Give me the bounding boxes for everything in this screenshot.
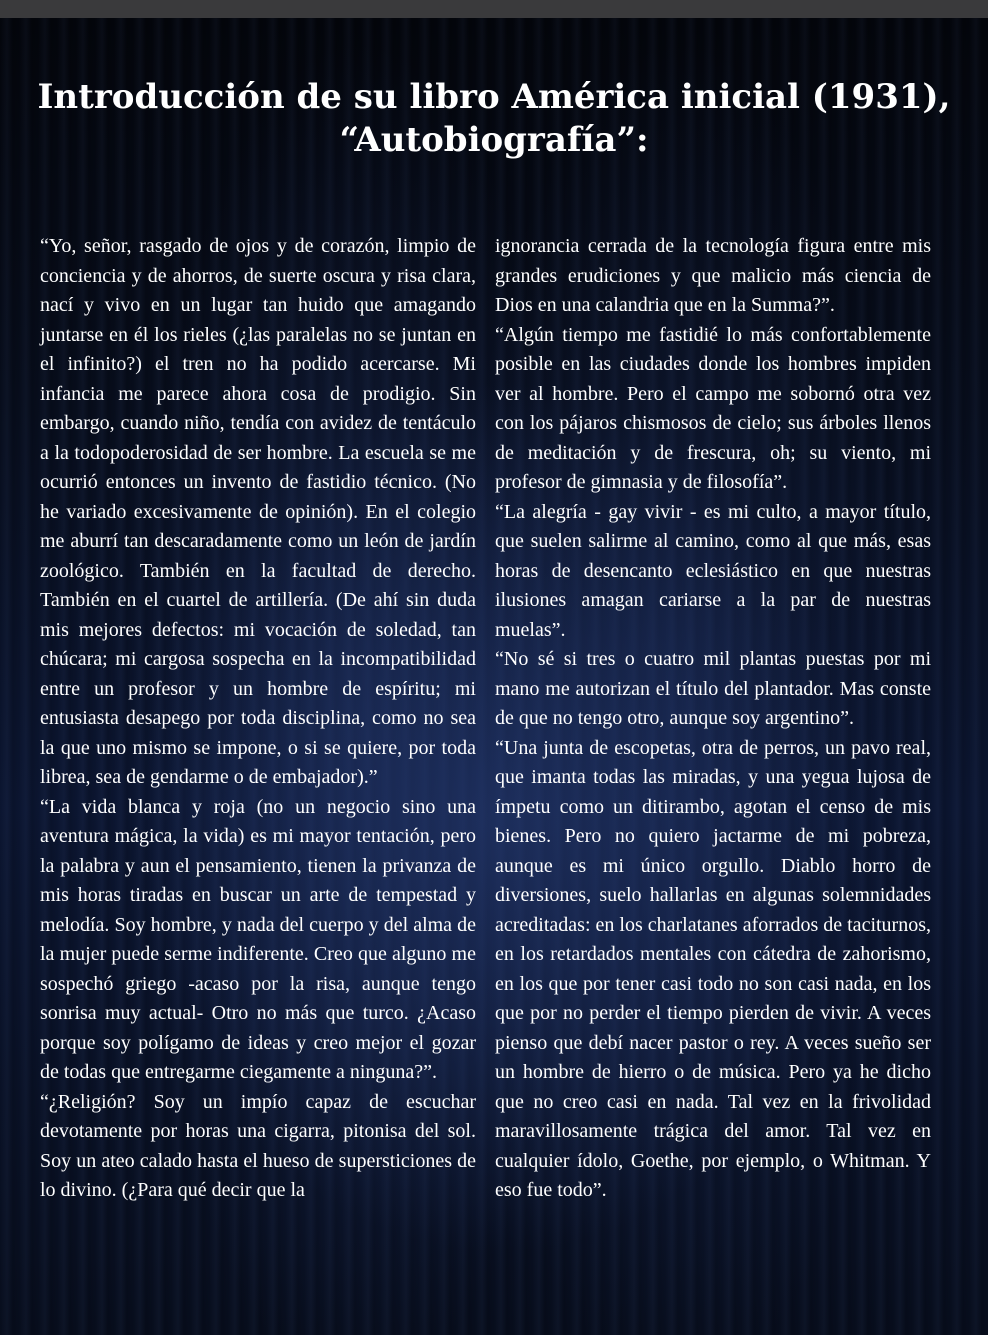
text-column-left	[40, 232, 476, 1206]
paragraph: “La alegría - gay vivir - es mi culto, a mayor título, que suelen salirme al camino, como al que más, esas horas de desencanto eclesiástico en que nuestras ilusiones amagan cariarse a la par de nuestras muelas”.	[495, 500, 931, 641]
page-title	[20, 76, 968, 162]
window-top-bar	[0, 0, 988, 18]
paragraph: ignorancia cerrada de la tecnología figura entre mis grandes erudiciones y que malicio más ciencia de Dios en una calandria que en la Summa?”.	[495, 235, 931, 316]
paragraph: “No sé si tres o cuatro mil plantas puestas por mi mano me autorizan el título del plantador. Mas conste de que no tengo otro, aunque soy argentino”.	[495, 648, 931, 729]
paragraph: “Algún tiempo me fastidié lo más confortablemente posible en las ciudades donde los hombres impiden ver al hombre. Pero el campo me sobornó otra vez con los pájaros chismosos de cielo; sus árboles llenos de meditación y de frescura, oh; su viento, mi profesor de gimnasia y de filosofía”.	[495, 323, 931, 493]
paragraph: “Yo, señor, rasgado de ojos y de corazón, limpio de conciencia y de ahorros, de suerte oscura y risa clara, nací y vivo en un lugar tan huido que amagando juntarse en él los rieles (¿las paralelas no se juntan en el infinito?) el tren no ha podido acercarse. Mi infancia me parece ahora cosa de prodigio. Sin embargo, cuando niño, tendía con avidez de tentáculo a la todopoderosidad de ser hombre. La escuela se me ocurrió entonces un invento de fastidio técnico. (No he variado excesivamente de opinión). En el colegio me aburrí tan descaradamente como un león de jardín zoológico. También en la facultad de derecho. También en el cuartel de artillería. (De ahí sin duda mis mejores defectos: mi vocación de soledad, tan chúcara; mi cargosa sospecha en la incompatibilidad entre un profesor y un hombre de espíritu; mi entusiasta desapego por toda disciplina, como no sea la que uno mismo se impone, o si se quiere, por toda librea, sea de gendarme o de embajador).”	[40, 235, 476, 788]
title-line-1: Introducción de su libro América inicial (1931),	[37, 77, 951, 117]
paragraph: “La vida blanca y roja (no un negocio sino una aventura mágica, la vida) es mi mayor tentación, pero la palabra y aun el pensamiento, tienen la privanza de mis horas tiradas en buscar un arte de tempestad y melodía. Soy hombre, y nada del cuerpo y del alma de la mujer puede serme indiferente. Creo que alguno me sospechó griego -acaso por la risa, aunque tengo sonrisa muy actual- Otro no más que turco. ¿Acaso porque soy polígamo de ideas y creo mejor el gozar de todas que entregarme ciegamente a ninguna?”.	[40, 795, 476, 1083]
title-line-2: “Autobiografía”:	[339, 120, 649, 160]
paragraph: “¿Religión? Soy un impío capaz de escuchar devotamente por horas una cigarra, pitonisa del sol. Soy un ateo calado hasta el hueso de supersticiones de lo divino. (¿Para qué decir que la	[40, 1090, 476, 1201]
paragraph: “Una junta de escopetas, otra de perros, un pavo real, que imanta todas las miradas, y una yegua lujosa de ímpetu como un ditirambo, agotan el censo de mis bienes. Pero no quiero jactarme de mi pobreza, aunque es mi único orgullo. Diablo horro de diversiones, suelo hallarlas en algunas solemnidades acreditadas: en los charlatanes aforrados de taciturnos, en los retardados mentales con cátedra de zahorismo, en los que por tener casi todo no son casi nada, en los que por no perder el tiempo pierden de vivir. A veces pienso que debí nacer pastor o rey. A veces sueño ser un hombre de hierro o de música. Pero ya he dicho que no creo casi en nada. Tal vez en la frivolidad maravillosamente trágica del amor. Tal vez en cualquier ídolo, Goethe, por ejemplo, o Whitman. Y eso fue todo”.	[495, 736, 931, 1201]
text-column-right	[495, 232, 931, 1206]
document-page	[0, 18, 988, 1335]
